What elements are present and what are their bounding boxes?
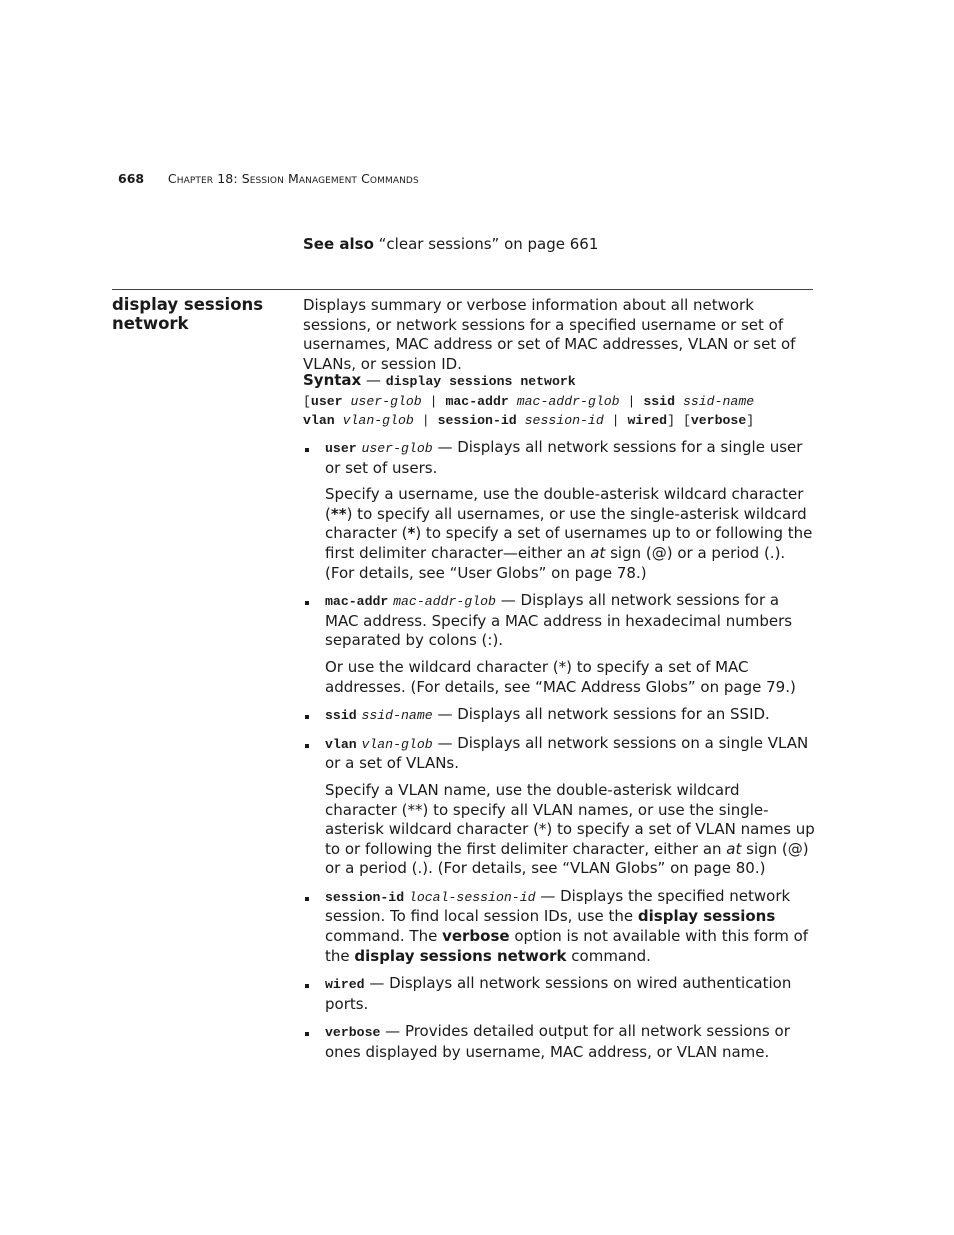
bracket: ]: [667, 413, 676, 428]
option-verbose: [303, 1022, 815, 1062]
arg-mac: mac-addr-glob: [516, 393, 620, 409]
option-user: [303, 438, 815, 583]
option-desc: — Provides detailed output for all network sessions or ones displayed by username, MAC address, or VLAN name.: [325, 1022, 790, 1062]
option-list: [303, 438, 815, 1071]
option-kw: session-id: [325, 889, 405, 905]
bold-command: display sessions: [637, 907, 776, 926]
bracket: [: [303, 393, 311, 409]
option-desc: — Displays all network sessions for an SSID.: [432, 705, 770, 724]
arg-user: user-glob: [350, 393, 422, 409]
kw-verbose: verbose: [690, 413, 747, 428]
section-title-line1: display sessions: [112, 295, 264, 314]
chapter-title: Chapter 18: Session Management Commands: [167, 171, 419, 186]
option-wired: [303, 974, 815, 1014]
option-vlan-text: [325, 734, 815, 774]
bold-command: display sessions network: [354, 946, 567, 965]
option-mac-detail: Or use the wildcard character (*) to specify a set of MAC addresses. (For details, see “MAC Address Globs” on page 79.): [325, 657, 796, 696]
option-kw: ssid: [325, 708, 357, 724]
option-vlan: [303, 734, 815, 879]
bracket: ]: [746, 413, 755, 428]
option-kw: verbose: [325, 1025, 381, 1041]
option-ssid: [303, 705, 815, 726]
syntax-command: display sessions network: [385, 374, 576, 389]
option-session-id: [303, 887, 815, 966]
detail-text: sign (@) or a period (.). (For details, see “User Globs” on page 78.): [325, 543, 786, 582]
detail-text: ) to specify all usernames, or use the single-asterisk wildcard character (: [325, 504, 807, 543]
page-number: 668: [118, 171, 145, 186]
bullet-icon: [305, 984, 309, 988]
separator: |: [619, 393, 644, 409]
option-kw: mac-addr: [325, 594, 389, 610]
option-ssid-text: [325, 705, 815, 726]
detail-bold: **: [330, 504, 347, 523]
option-arg: local-session-id: [408, 889, 536, 905]
detail-text: sign (@) or a period (.). (For details, see “VLAN Globs” on page 80.): [325, 839, 809, 878]
option-kw: wired: [325, 977, 365, 993]
section-divider: [112, 289, 813, 290]
kw-vlan: vlan: [303, 413, 335, 428]
syntax-line-1: [303, 371, 815, 392]
option-arg: vlan-glob: [361, 736, 433, 752]
see-also: [303, 235, 598, 253]
kw-ssid: ssid: [643, 393, 676, 409]
option-user-text: [325, 438, 815, 478]
detail-text: ) to specify a set of usernames up to or following the first delimiter character—either an: [325, 524, 813, 562]
option-user-detail: [325, 485, 815, 583]
kw-session-id: session-id: [437, 413, 517, 428]
bold-command: verbose: [442, 927, 510, 946]
option-vlan-detail: [325, 781, 815, 879]
separator: |: [413, 413, 438, 428]
bullet-icon: [305, 1032, 309, 1036]
option-desc: — Displays the specified network session. To find local session IDs, use the: [325, 886, 791, 926]
syntax-line-3: [303, 411, 815, 431]
bracket: [: [682, 413, 691, 428]
arg-ssid: ssid-name: [682, 393, 755, 409]
option-session-text: [325, 887, 815, 966]
option-kw: vlan: [325, 736, 357, 752]
option-verbose-text: [325, 1022, 815, 1062]
detail-bold: *: [407, 524, 416, 543]
option-desc: option is not available with this form of the: [325, 927, 809, 965]
section-title: [112, 295, 282, 333]
option-kw: user: [325, 441, 357, 456]
option-desc: command. The: [325, 927, 443, 946]
option-desc: command.: [566, 946, 651, 965]
detail-text: Specify a VLAN name, use the double-asterisk wildcard character (**) to specify all VLAN names, or use the single-asterisk wildcard character (*) to specify a set of VLAN names up to or following the first delimiter character, either an: [325, 780, 815, 858]
option-desc: — Displays all network sessions for a MAC address. Specify a MAC address in hexadecimal numbers separated by colons (:).: [325, 591, 793, 650]
syntax-dash: —: [361, 371, 386, 389]
option-arg: mac-addr-glob: [393, 594, 496, 610]
description: Displays summary or verbose information about all network sessions, or network sessions for a specified username or set of usernames, MAC address or set of MAC addresses, VLAN or set of VLANs, or session ID.: [303, 296, 796, 373]
section-title-line2: network: [112, 314, 189, 333]
option-desc: — Displays all network sessions on a single VLAN or a set of VLANs.: [325, 733, 809, 773]
separator: |: [421, 393, 446, 409]
detail-text: Specify a username, use the double-asterisk wildcard character (: [325, 485, 804, 523]
arg-session-id: session-id: [524, 413, 604, 428]
bullet-icon: [305, 448, 309, 452]
separator: |: [603, 413, 628, 428]
kw-wired: wired: [627, 413, 668, 428]
kw-user: user: [310, 393, 343, 409]
option-mac-text: [325, 591, 815, 651]
detail-italic: at: [590, 543, 606, 562]
detail-italic: at: [726, 839, 742, 858]
page-header: [118, 171, 419, 186]
arg-vlan: vlan-glob: [342, 413, 414, 428]
kw-mac: mac-addr: [445, 393, 509, 409]
bullet-icon: [305, 715, 309, 719]
syntax-line-2: [303, 392, 815, 412]
option-mac-addr: [303, 591, 815, 697]
option-arg: user-glob: [361, 441, 433, 456]
syntax-label: Syntax: [303, 371, 362, 389]
syntax-block: [303, 371, 815, 431]
option-arg: ssid-name: [361, 708, 433, 724]
bullet-icon: [305, 744, 309, 748]
see-also-label: See also: [303, 235, 374, 253]
option-wired-text: [325, 974, 815, 1014]
bullet-icon: [305, 897, 309, 901]
option-desc: — Displays all network sessions on wired authentication ports.: [325, 974, 792, 1013]
bullet-icon: [305, 601, 309, 605]
see-also-link[interactable]: “clear sessions” on page 661: [378, 235, 599, 253]
option-desc: — Displays all network sessions for a single user or set of users.: [325, 438, 803, 477]
